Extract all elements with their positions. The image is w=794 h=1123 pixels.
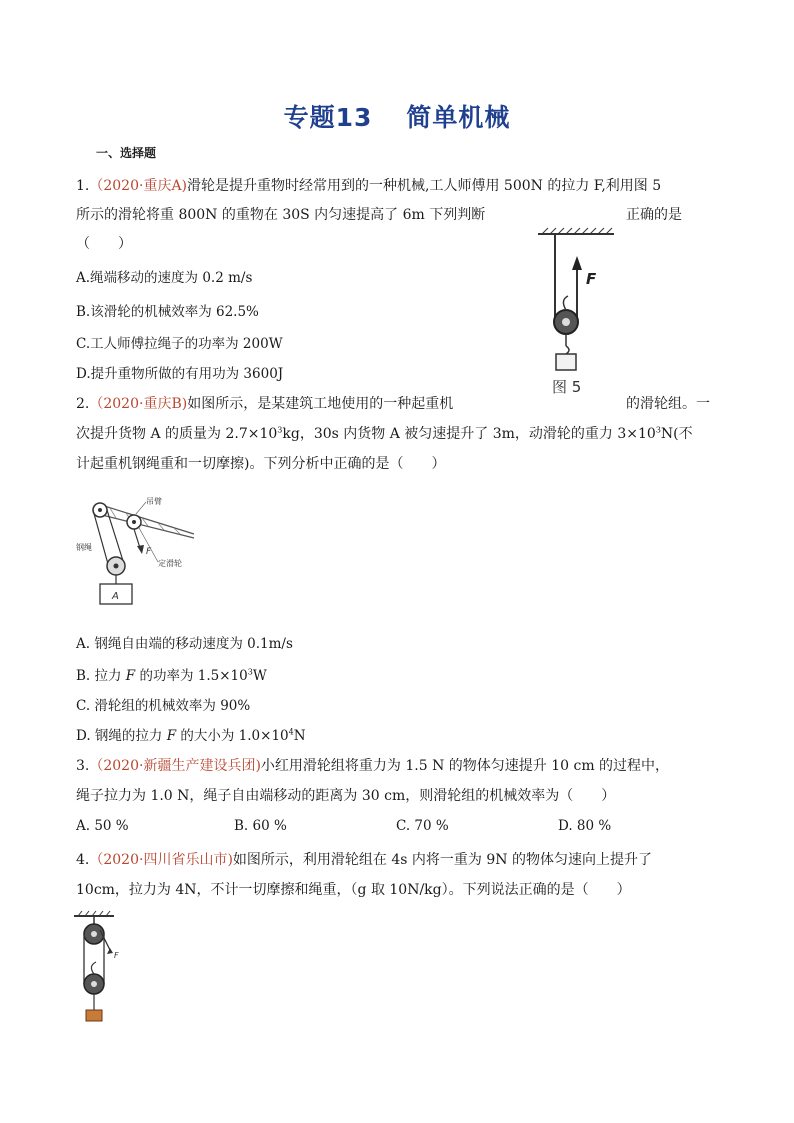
q1-option-c: C.工人师傅拉绳子的功率为 200W: [76, 336, 283, 352]
figure-pulley-system: [70, 910, 134, 1030]
q2-line1: [76, 394, 453, 414]
q3-option-a: A. 50 %: [76, 818, 129, 834]
q3-source: （2020·新疆生产建设兵团): [89, 758, 261, 774]
q2-optb-var: F: [125, 668, 136, 684]
q2-exp1: 3: [277, 425, 283, 435]
q2-text1a: 如图所示，是某建筑工地使用的一种起重机: [187, 396, 454, 412]
crane-rope-label: 钢绳: [76, 543, 92, 552]
q3-text1: 小红用滑轮组将重力为 1.5 N 的物体匀速提升 10 cm 的过程中，: [260, 758, 670, 774]
crane-pulley-label: 定滑轮: [158, 559, 182, 568]
q4-source: （2020·四川省乐山市): [89, 852, 233, 868]
q2-text2-pre: 次提升货物 A 的质量为 2.7×10: [76, 426, 278, 442]
q2-optd-post: N: [293, 728, 306, 744]
q1-text1: 滑轮是提升重物时经常用到的一种机械,工人师傅用 500N 的拉力 F,利用图 5: [187, 178, 662, 194]
q3-options: [0, 818, 794, 838]
q2-optd-var: F: [166, 728, 177, 744]
q2-text1b: 的滑轮组。一: [626, 396, 710, 412]
crane-cargo-label: A: [112, 591, 119, 602]
crane-force-label: F: [146, 547, 152, 557]
crane-boom-label: 吊臂: [146, 497, 162, 506]
q2-optd-pre: D. 钢绳的拉力: [76, 728, 167, 744]
q2-optd-mid: 的大小为 1.0×10: [176, 728, 289, 744]
q2-source: （2020·重庆B): [89, 396, 188, 412]
q2-line2: [76, 424, 693, 444]
q3-option-b: B. 60 %: [234, 818, 287, 834]
q1-line1: [76, 176, 661, 196]
q4-text1: 如图所示，利用滑轮组在 4s 内将一重为 9N 的物体匀速向上提升了: [232, 852, 652, 868]
q3-option-d: D. 80 %: [558, 818, 612, 834]
q1-line2: [76, 205, 485, 225]
q2-text2-post: N(不: [660, 426, 693, 442]
q1-bracket: （ ）: [76, 236, 132, 252]
figure-5-pulley: [520, 226, 620, 400]
q3-number: 3.: [76, 758, 90, 774]
q1-option-d: D.提升重物所做的有用功为 3600J: [76, 366, 284, 382]
q2-optb-pre: B. 拉力: [76, 668, 126, 684]
q3-option-c: C. 70 %: [396, 818, 449, 834]
q2-optd-exp: 4: [288, 727, 294, 737]
q2-text2-mid: kg，30s 内货物 A 被匀速提升了 3m，动滑轮的重力 3×10: [282, 426, 656, 442]
q1-option-a: A.绳端移动的速度为 0.2 m/s: [76, 270, 253, 286]
pulley-force-label: F: [114, 951, 119, 960]
q1-number: 1.: [76, 178, 90, 194]
q1-text2b: 正确的是: [626, 207, 682, 223]
q2-option-c: C. 滑轮组的机械效率为 90%: [76, 698, 251, 714]
q4-line1: [76, 850, 652, 870]
q2-optb-exp: 3: [247, 667, 253, 677]
q2-optb-post: W: [252, 668, 267, 684]
q3-line1: [76, 756, 669, 776]
figure-5-caption: 图 5: [552, 378, 582, 396]
q2-exp2: 3: [655, 425, 661, 435]
q1-source: （2020·重庆A): [89, 178, 188, 194]
q2-option-d: [76, 724, 306, 744]
title-part2: 简单机械: [406, 103, 511, 132]
section-heading: 一、选择题: [96, 146, 157, 160]
q3-line2: 绳子拉力为 1.0 N，绳子自由端移动的距离为 30 cm，则滑轮组的机械效率为（ ）: [76, 788, 616, 804]
figure-5-force-label: F: [586, 270, 597, 288]
q4-number: 4.: [76, 852, 90, 868]
title-part1: 专题13: [283, 103, 373, 132]
q2-line3: 计起重机钢绳重和一切摩擦)。下列分析中正确的是（ ）: [76, 456, 446, 472]
q2-number: 2.: [76, 396, 90, 412]
q1-text2a: 所示的滑轮将重 800N 的重物在 30S 内匀速提高了 6m 下列判断: [76, 207, 486, 223]
q2-optb-mid: 的功率为 1.5×10: [135, 668, 248, 684]
q2-option-b: [76, 664, 267, 684]
q2-option-a: A. 钢绳自由端的移动速度为 0.1m/s: [76, 636, 293, 652]
q1-option-b: B.该滑轮的机械效率为 62.5%: [76, 304, 259, 320]
q4-line2: 10cm，拉力为 4N，不计一切摩擦和绳重，（g 取 10N/kg）。下列说法正确的是（ ）: [76, 882, 631, 898]
page-title: [0, 98, 794, 134]
figure-crane: [76, 492, 200, 610]
